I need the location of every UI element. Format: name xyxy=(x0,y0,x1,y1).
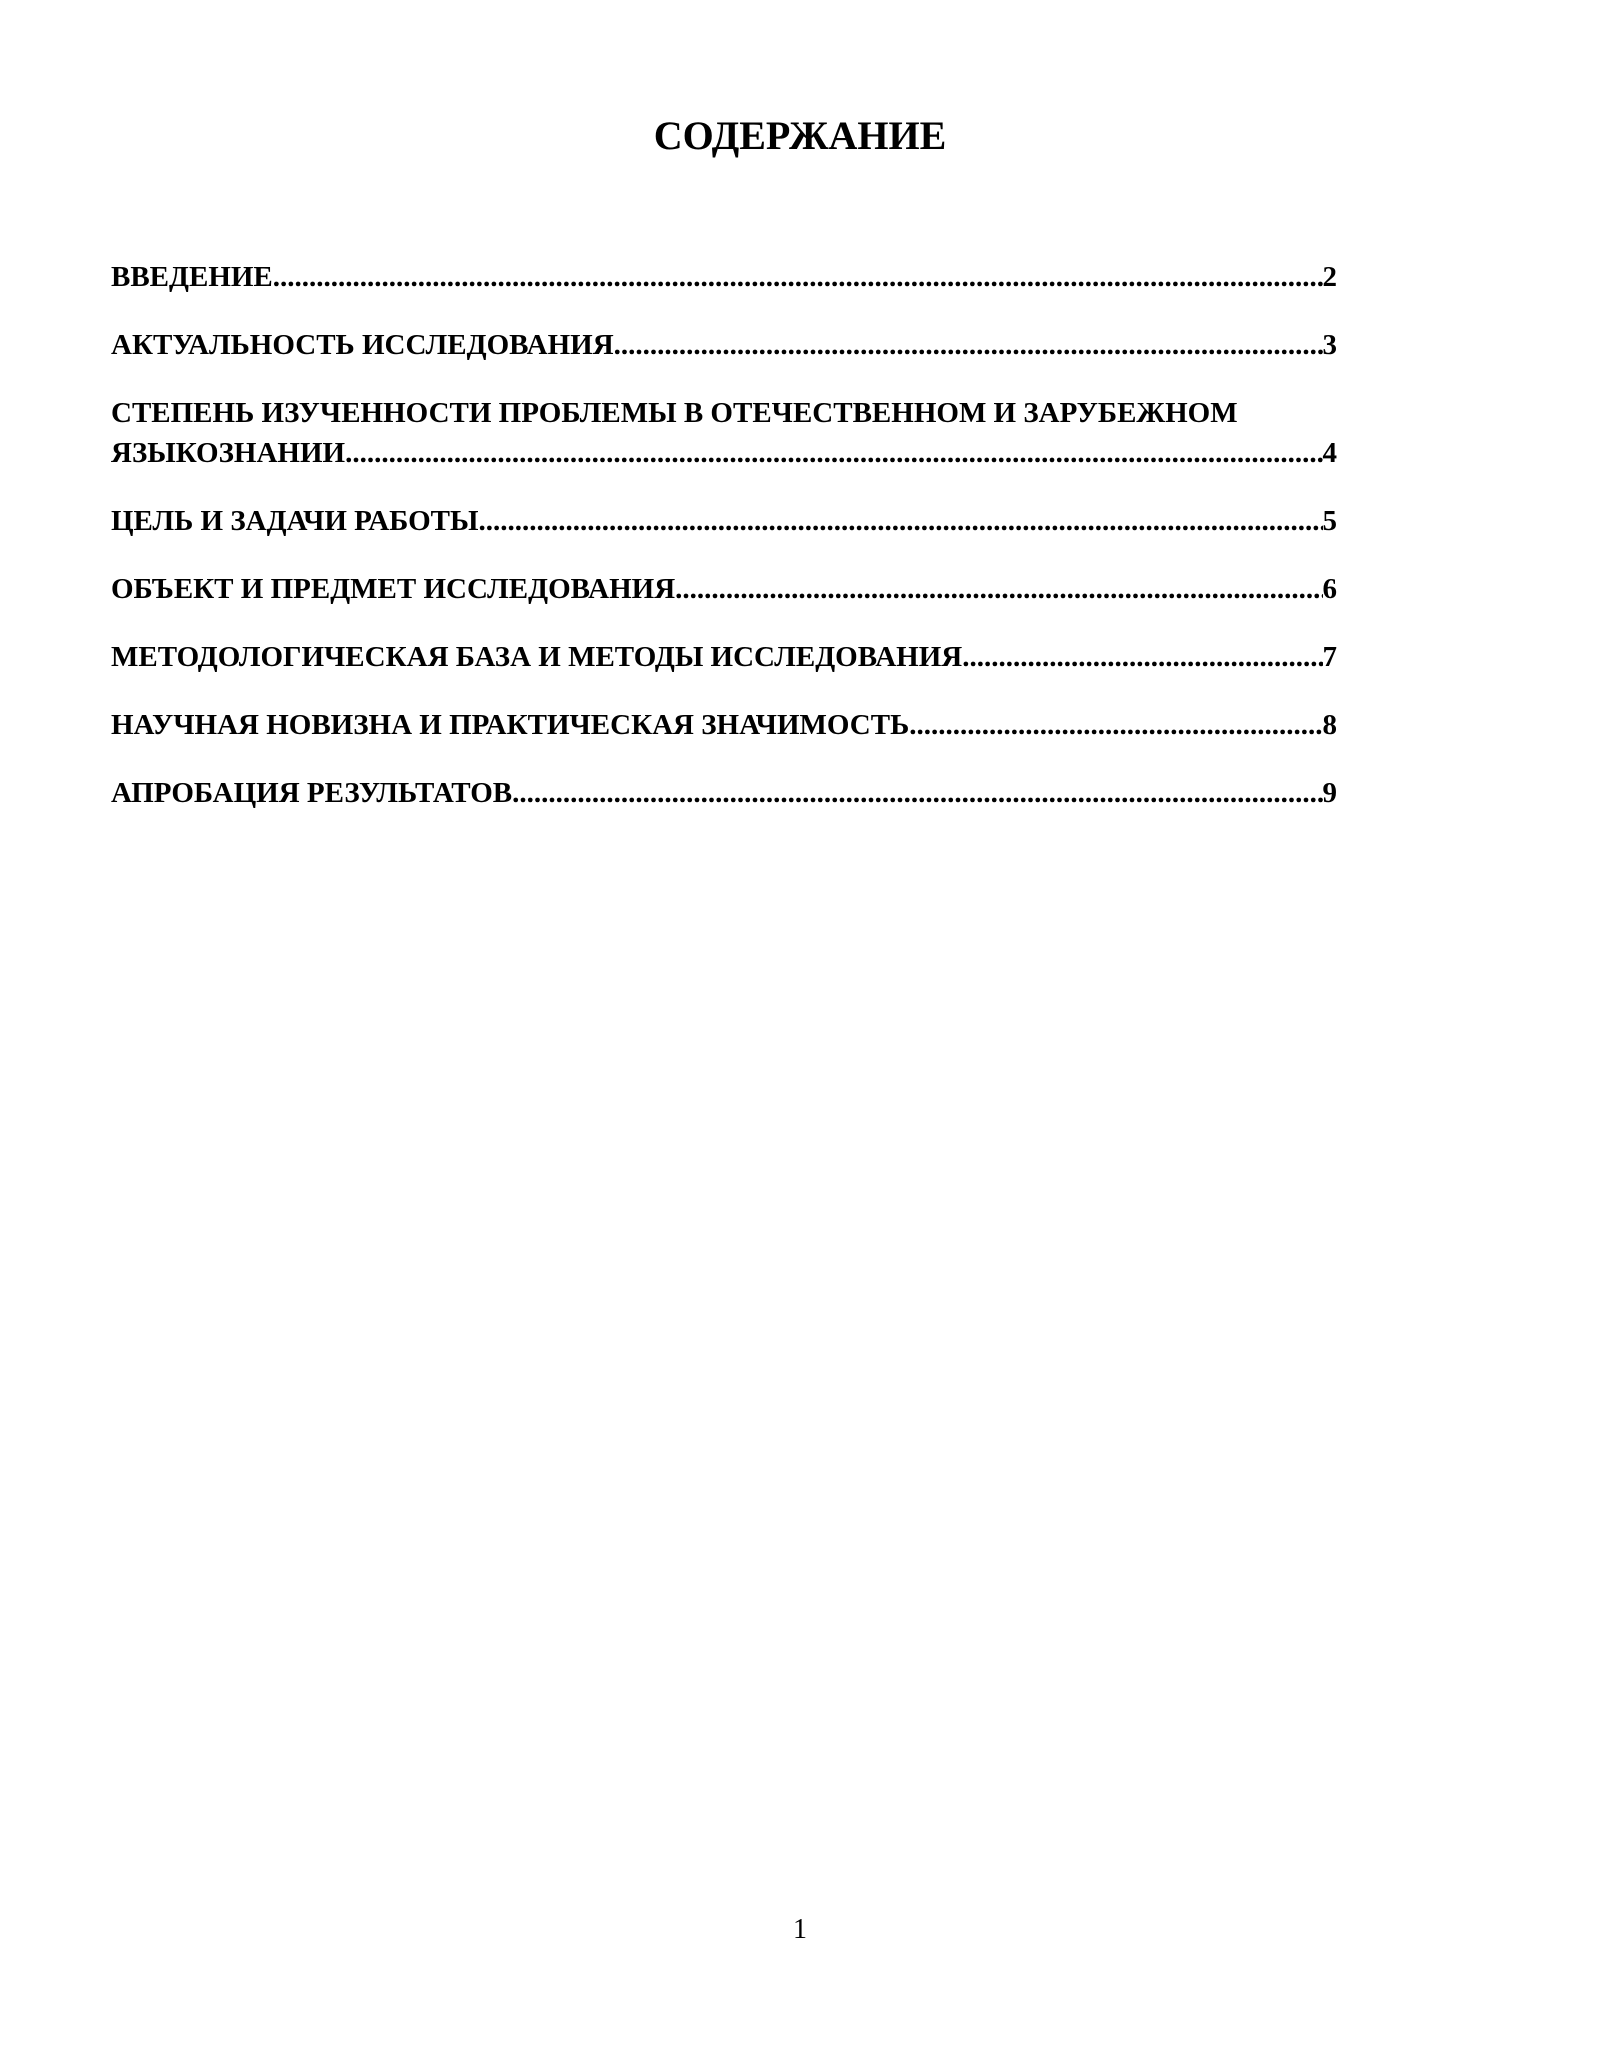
toc-entry-label: ОБЪЕКТ И ПРЕДМЕТ ИССЛЕДОВАНИЯ xyxy=(111,573,676,605)
toc-entry-novelty[interactable] xyxy=(111,705,1337,745)
toc-entry-page: 6 xyxy=(1322,573,1337,605)
toc-entry-relevance[interactable] xyxy=(111,325,1337,365)
toc-leader-dots xyxy=(478,501,1322,541)
page-number: 1 xyxy=(793,1914,807,1945)
toc-entry-page: 2 xyxy=(1322,261,1337,293)
toc-entry-label: ЦЕЛЬ И ЗАДАЧИ РАБОТЫ xyxy=(111,505,479,537)
toc-entry-page: 9 xyxy=(1322,777,1337,809)
toc-entry-label: МЕТОДОЛОГИЧЕСКАЯ БАЗА И МЕТОДЫ ИССЛЕДОВАНИЯ xyxy=(111,641,963,673)
toc-leader-dots xyxy=(962,637,1322,677)
toc-entry-approbation[interactable] xyxy=(111,773,1337,813)
toc-entry-page: 3 xyxy=(1322,329,1337,361)
toc-leader-dots xyxy=(273,257,1323,297)
toc-entry-page: 7 xyxy=(1322,641,1337,673)
toc-entry-research-degree[interactable] xyxy=(111,393,1337,473)
toc-leader-dots xyxy=(512,773,1322,813)
toc-entry-methodology[interactable] xyxy=(111,637,1337,677)
toc-entry-object-subject[interactable] xyxy=(111,569,1337,609)
toc-entry-label: ВВЕДЕНИЕ xyxy=(111,261,273,293)
toc-entry-page: 4 xyxy=(1322,437,1337,469)
toc-entry-page: 8 xyxy=(1322,709,1337,741)
toc-entry-goals[interactable] xyxy=(111,501,1337,541)
toc-leader-dots xyxy=(614,325,1323,365)
toc-entry-label: АПРОБАЦИЯ РЕЗУЛЬТАТОВ xyxy=(111,777,513,809)
toc-entry-label-line2: ЯЗЫКОЗНАНИИ xyxy=(111,437,346,469)
toc-entry-label-line1: СТЕПЕНЬ ИЗУЧЕННОСТИ ПРОБЛЕМЫ В ОТЕЧЕСТВЕННОМ И ЗАРУБЕЖНОМ xyxy=(111,397,1238,429)
toc-entry-introduction[interactable] xyxy=(111,257,1337,297)
toc-leader-dots xyxy=(345,433,1322,473)
toc-entry-label: НАУЧНАЯ НОВИЗНА И ПРАКТИЧЕСКАЯ ЗНАЧИМОСТЬ xyxy=(111,709,910,741)
toc-leader-dots xyxy=(909,705,1322,745)
toc-entry-page: 5 xyxy=(1322,505,1337,537)
table-of-contents xyxy=(111,257,1337,841)
toc-entry-label: АКТУАЛЬНОСТЬ ИССЛЕДОВАНИЯ xyxy=(111,329,614,361)
page-title: СОДЕРЖАНИЕ xyxy=(653,113,947,158)
toc-leader-dots xyxy=(675,569,1322,609)
